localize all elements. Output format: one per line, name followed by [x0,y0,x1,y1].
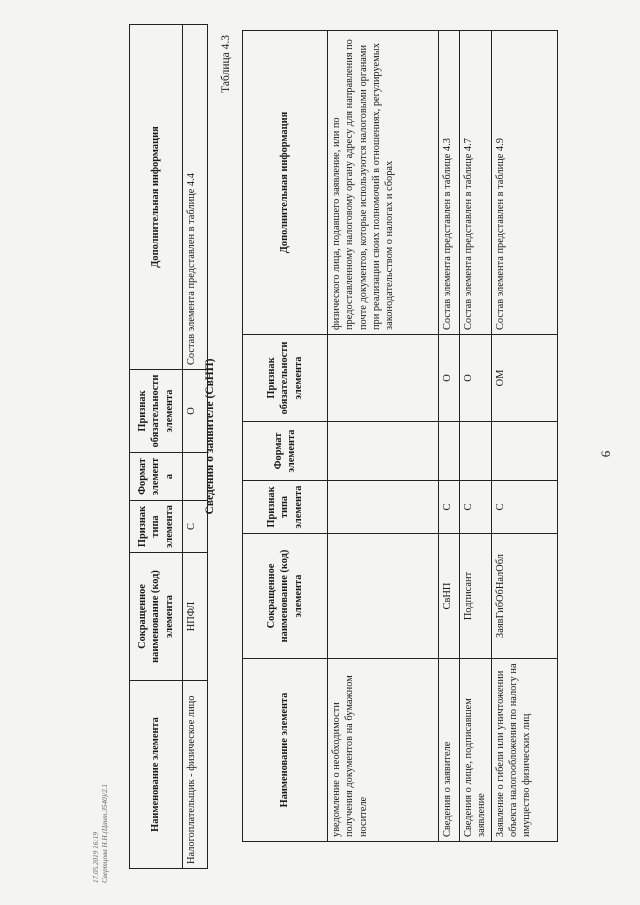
header-cell: Формат элемента [243,422,328,481]
header-cell: Наименование элемента [243,659,328,842]
cell-extra-info: Состав элемента представлен в таблице 4.9 [491,31,557,335]
cell-required: О [183,370,208,453]
cell-type: С [183,501,208,553]
header-cell: Признак типа элемента [130,501,183,553]
print-stamp [92,663,110,883]
header-cell: Сокращенное наименование (код) элемента [130,553,183,681]
applicant-table [129,24,208,869]
header-cell: Признак обязательности элемента [243,335,328,422]
header-cell: Признак типа элемента [243,481,328,534]
cell-format [460,422,492,481]
table-row [439,31,460,842]
table-caption: Сведения о заявителе (СвНП) [204,358,216,515]
elements-table [242,30,558,842]
cell-type: С [439,481,460,534]
cell-element-name: уведомление о необходимости получения документов на бумажном носителе [328,659,439,842]
cell-extra-info: Состав элемента представлен в таблице 4.3 [439,31,460,335]
cell-type: С [491,481,557,534]
cell-extra-info: Состав элемента представлен в таблице 4.7 [460,31,492,335]
header-cell: Формат элемента [130,453,183,501]
stamp-datetime: 17.05.2019 16:19 [92,832,100,883]
cell-element-name: Налогоплательщик - физическое лицо [183,681,208,869]
cell-required: ОМ [491,335,557,422]
header-cell: Дополнительная информация [130,25,183,370]
header-cell: Признак обязательности элемента [130,370,183,453]
cell-element-name: Заявление о гибели или уничтожении объекта налогообложения по налогу на имущество физических лиц [491,659,557,842]
cell-extra-info: физического лица, подавшего заявление, или по предоставленному налоговому органу адресу для направления по почте документов, которые используются налоговыми органами при реализации своих полномочий в отношениях, регулируемых законодательством о налогах и сборах [328,31,439,335]
cell-element-name: Сведения о лице, подписавшем заявление [460,659,492,842]
cell-required: О [460,335,492,422]
cell-element-name: Сведения о заявителе [439,659,460,842]
cell-required: О [439,335,460,422]
header-cell: Дополнительная информация [243,31,328,335]
cell-required [328,335,439,422]
page-number: 6 [598,450,613,458]
cell-format [439,422,460,481]
header-cell: Наименование элемента [130,681,183,869]
table-header-row [243,31,328,842]
cell-code: ЗаявГибОбНалОбл [491,534,557,659]
header-cell: Сокращенное наименование (код) элемента [243,534,328,659]
stamp-author: Свертцова Н.Н.(Цант.3540)/2.1 [101,783,109,883]
cell-format [491,422,557,481]
cell-code: НПФЛ [183,553,208,681]
cell-format [328,422,439,481]
cell-type: С [460,481,492,534]
table-row [460,31,492,842]
table-number-label: Таблица 4.3 [220,35,232,93]
cell-type [328,481,439,534]
cell-code: СвНП [439,534,460,659]
table-row [328,31,439,842]
table-header-row [130,25,183,869]
cell-code [328,534,439,659]
cell-format [183,453,208,501]
cell-extra-info: Состав элемента представлен в таблице 4.4 [183,25,208,370]
table-row [491,31,557,842]
cell-code: Подписант [460,534,492,659]
table-row [183,25,208,869]
